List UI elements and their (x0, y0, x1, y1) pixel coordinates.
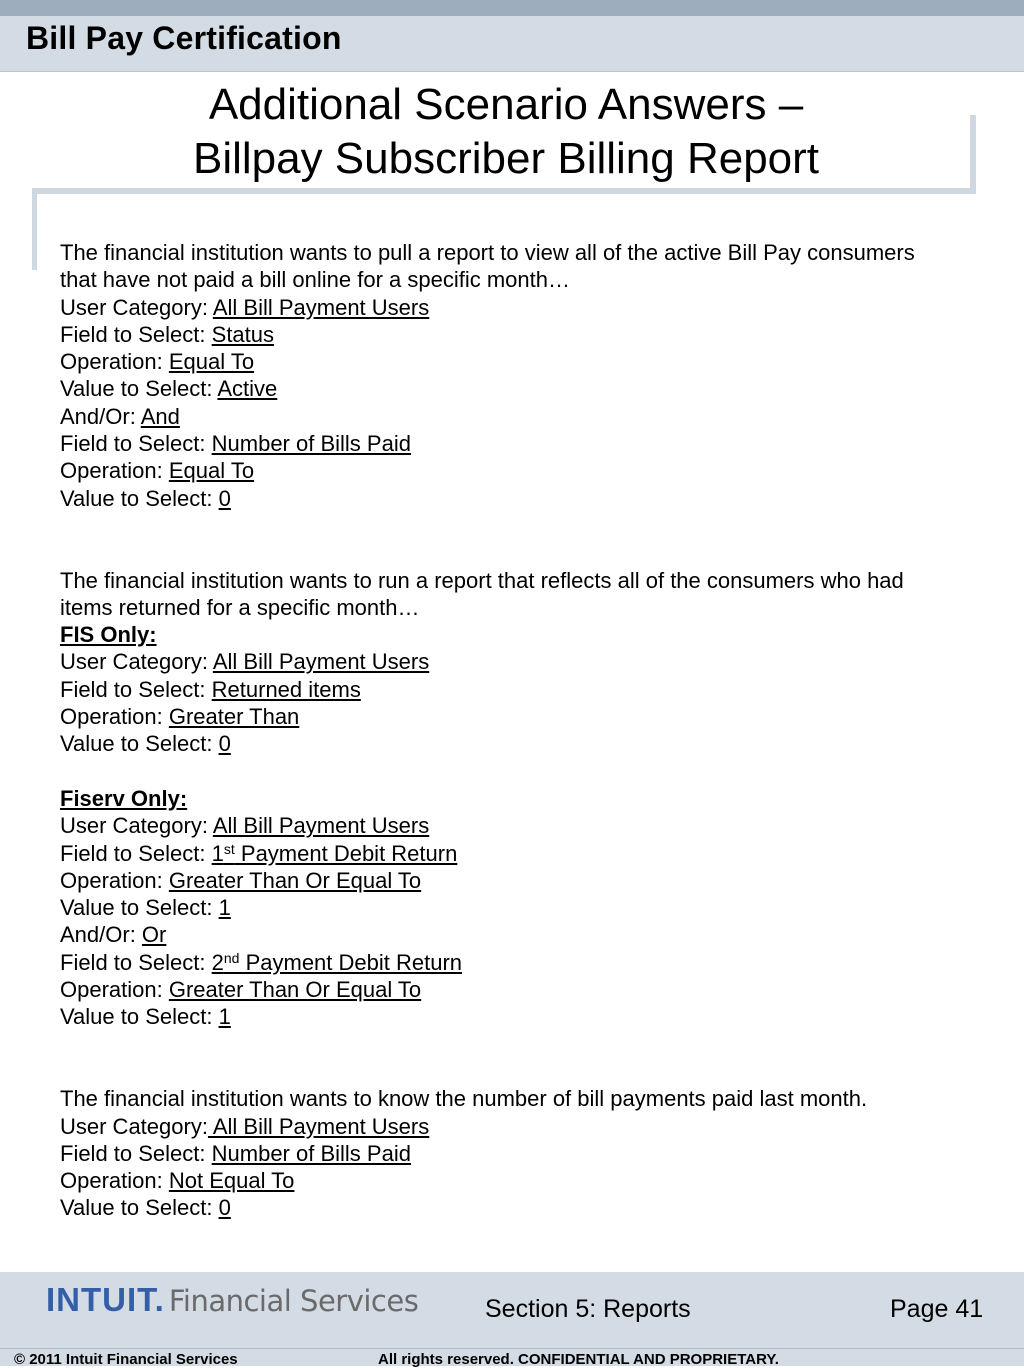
criteria-label: Field to Select: (60, 321, 212, 347)
fiserv-only-heading: Fiserv Only: (60, 785, 188, 811)
criteria-row (60, 457, 960, 484)
criteria-row (60, 375, 960, 402)
criteria-value: All Bill Payment Users (212, 294, 430, 320)
criteria-label: And/Or: (60, 403, 141, 429)
criteria-value: Not Equal To (168, 1168, 295, 1194)
value-rest: Payment Debit Return (234, 840, 458, 866)
scenario1-intro-line2: that have not paid a bill online for a specific month… (60, 267, 570, 293)
criteria-label: User Category: (60, 813, 213, 839)
section-label: Section 5: Reports (485, 1295, 691, 1323)
criteria-row (60, 403, 960, 430)
criteria-label: Value to Select: (60, 376, 218, 402)
criteria-row (60, 430, 960, 457)
criteria-label: Operation: (60, 349, 169, 375)
title-frame-left (32, 194, 37, 270)
criteria-row (60, 894, 960, 921)
ordinal-number: 2 (211, 949, 224, 975)
criteria-label: Operation: (60, 867, 169, 893)
criteria-row (60, 348, 960, 375)
spacer (60, 758, 960, 785)
criteria-value: Greater Than (168, 704, 300, 730)
criteria-label: Operation: (60, 1168, 169, 1194)
criteria-value: 1 (218, 1004, 231, 1030)
criteria-row (60, 485, 960, 512)
criteria-value: 0 (218, 731, 231, 757)
scenario2-intro-line2: items returned for a specific month… (60, 594, 420, 620)
criteria-value: 0 (218, 1195, 231, 1221)
page-number: Page 41 (890, 1295, 984, 1323)
scenario3-intro-line1: The financial institution wants to know the number of bill payments paid last month. (60, 1086, 868, 1112)
criteria-label: Field to Select: (60, 676, 212, 702)
value-rest: Payment Debit Return (239, 949, 463, 975)
criteria-row (60, 976, 960, 1003)
criteria-label: Value to Select: (60, 1004, 219, 1030)
criteria-value: Or (141, 922, 167, 948)
criteria-label: Value to Select: (60, 1195, 219, 1221)
criteria-value: 0 (218, 485, 231, 511)
spacer (60, 512, 960, 567)
title-frame-bottom (32, 188, 976, 194)
criteria-label: Operation: (60, 704, 169, 730)
slide-title-line2: Billpay Subscriber Billing Report (192, 134, 820, 183)
ordinal-number: 1 (211, 840, 224, 866)
criteria-value (212, 841, 458, 866)
criteria-label: Field to Select: (60, 840, 212, 866)
intuit-financial-services-logo (46, 1281, 418, 1321)
criteria-label: User Category: (60, 1113, 208, 1139)
copyright-text: © 2011 Intuit Financial Services (14, 1351, 238, 1368)
top-band (0, 0, 1024, 16)
criteria-label: Operation: (60, 977, 169, 1003)
slide-title (0, 78, 1012, 186)
criteria-row (60, 1194, 960, 1221)
criteria-value: Greater Than Or Equal To (168, 867, 422, 893)
criteria-row (60, 921, 960, 948)
criteria-row (60, 1113, 960, 1140)
criteria-value: Active (217, 376, 278, 402)
spacer (60, 1031, 960, 1086)
criteria-label: Value to Select: (60, 485, 219, 511)
criteria-row (60, 294, 960, 321)
criteria-label: User Category: (60, 294, 213, 320)
criteria-label: Field to Select: (60, 431, 212, 457)
title-frame-right (970, 115, 976, 193)
criteria-row (60, 648, 960, 675)
logo-financial-services: Financial Services (168, 1284, 419, 1318)
criteria-row (60, 1003, 960, 1030)
criteria-value: Number of Bills Paid (211, 1140, 411, 1166)
criteria-value: 1 (218, 895, 231, 921)
criteria-row (60, 676, 960, 703)
criteria-row (60, 812, 960, 839)
header-title: Bill Pay Certification (26, 20, 342, 56)
criteria-value: And (140, 403, 180, 429)
criteria-row (60, 1140, 960, 1167)
ordinal-suffix: st (223, 840, 235, 857)
criteria-row (60, 730, 960, 757)
criteria-label: User Category: (60, 649, 213, 675)
slide-title-line1: Additional Scenario Answers – (208, 80, 804, 129)
criteria-label: Field to Select: (60, 949, 212, 975)
criteria-row (60, 949, 960, 976)
criteria-label: Field to Select: (60, 1140, 212, 1166)
scenario1-intro-line1: The financial institution wants to pull a report to view all of the active Bill Pay consumers (60, 240, 915, 265)
criteria-label: And/Or: (60, 922, 142, 948)
criteria-value: All Bill Payment Users (207, 1113, 430, 1139)
criteria-row (60, 1167, 960, 1194)
criteria-value: All Bill Payment Users (212, 649, 430, 675)
scenario2-intro-line1: The financial institution wants to run a report that reflects all of the consumers who had (60, 567, 904, 593)
content-body (60, 239, 960, 1222)
criteria-value: Equal To (168, 458, 255, 484)
criteria-row (60, 703, 960, 730)
criteria-row (60, 321, 960, 348)
criteria-value: Returned items (211, 676, 361, 702)
footer-bar (0, 1272, 1024, 1348)
criteria-value: Equal To (168, 349, 255, 375)
criteria-value: All Bill Payment Users (212, 813, 430, 839)
logo-intuit-wordmark: INTUIT. (46, 1281, 165, 1318)
criteria-value: Greater Than Or Equal To (168, 977, 422, 1003)
criteria-row (60, 867, 960, 894)
criteria-value: Number of Bills Paid (211, 431, 411, 457)
criteria-label: Value to Select: (60, 731, 219, 757)
header-bar (0, 16, 1024, 72)
rights-text: All rights reserved. CONFIDENTIAL AND PROPRIETARY. (378, 1351, 779, 1368)
fis-only-heading: FIS Only: (60, 622, 157, 648)
criteria-row (60, 840, 960, 867)
criteria-label: Operation: (60, 458, 169, 484)
criteria-value: Status (211, 321, 275, 347)
ordinal-suffix: nd (223, 949, 240, 966)
legal-bar (0, 1348, 1024, 1366)
criteria-value (212, 950, 462, 975)
criteria-label: Value to Select: (60, 895, 219, 921)
